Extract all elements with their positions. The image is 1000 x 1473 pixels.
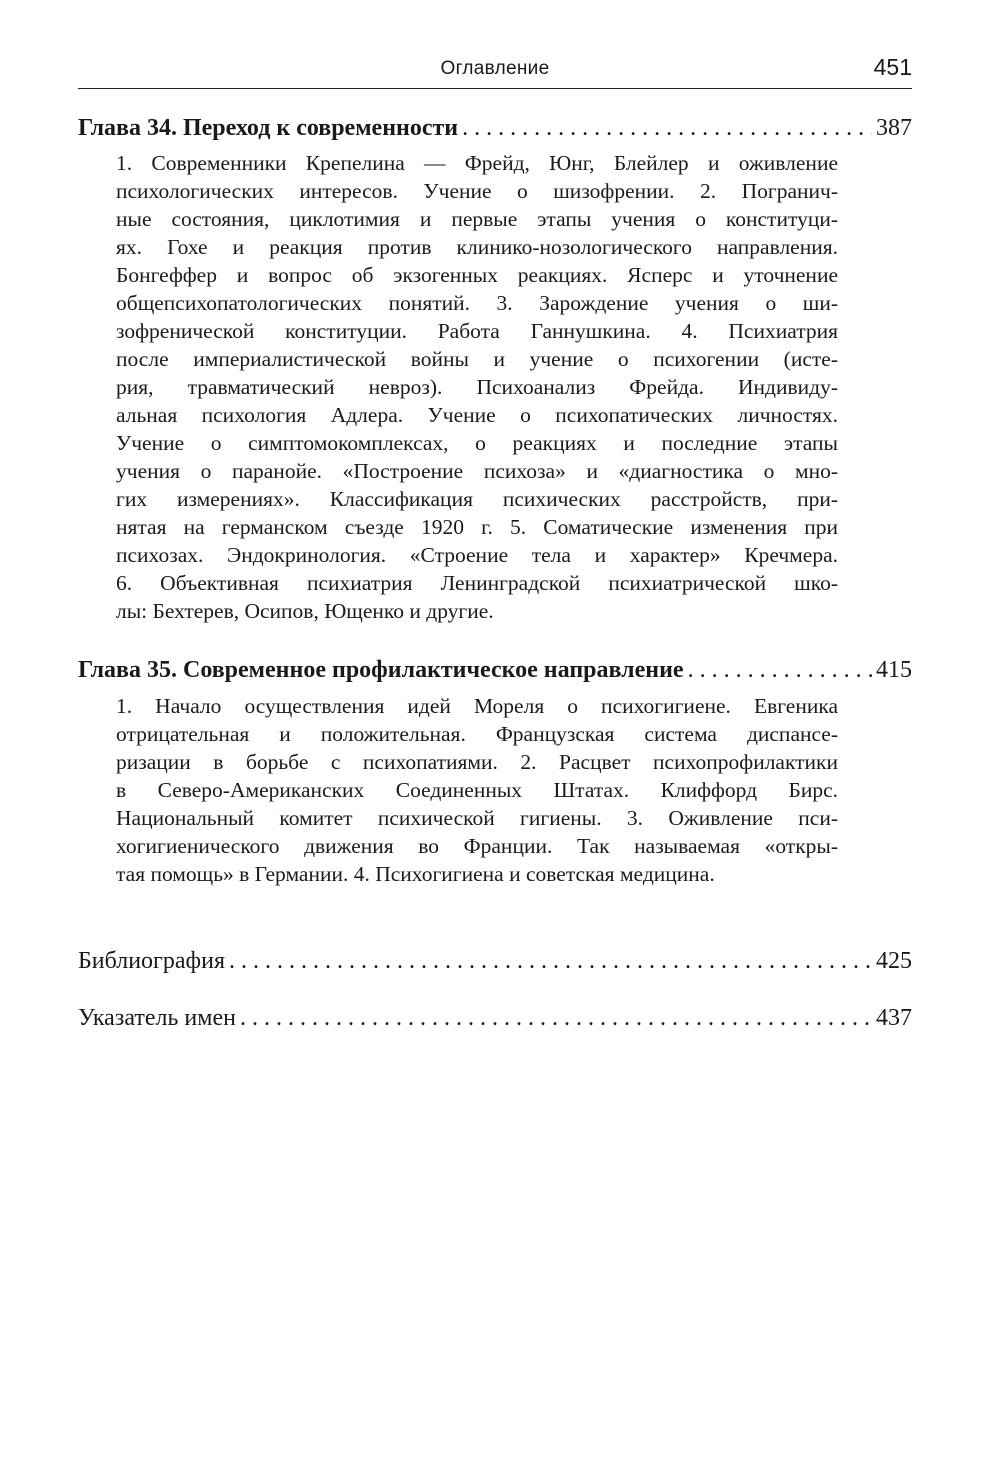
summary-line: Учение о симптомокомплексах, о реакциях и последние этапы [116, 431, 838, 455]
toc-entry-bibliography[interactable] [78, 946, 912, 976]
summary-line: рия, травматический невроз). Психоанализ Фрейда. Индивиду- [116, 375, 838, 399]
summary-line: в Северо-Американских Соединенных Штатах. Клиффорд Бирс. [116, 778, 838, 802]
leader-dots [229, 946, 872, 976]
leader-dots [240, 1003, 872, 1033]
summary-line: ях. Гохе и реакция против клинико-нозологического направления. [116, 235, 838, 259]
summary-line: гих измерениях». Классификация психических расстройств, при- [116, 487, 838, 511]
leader-dots [688, 655, 872, 685]
summary-line: ризации в борьбе с психопатиями. 2. Расцвет психопрофилактики [116, 750, 838, 774]
summary-line: тая помощь» в Германии. 4. Психогигиена и советская медицина. [116, 862, 715, 886]
summary-line: Бонгеффер и вопрос об экзогенных реакциях. Ясперс и уточнение [116, 263, 838, 287]
summary-line: 1. Начало осуществления идей Мореля о психогигиене. Евгеника [116, 694, 838, 718]
chapter-34-summary [116, 149, 838, 625]
summary-line: 6. Объективная психиатрия Ленинградской психиатрической шко- [116, 571, 838, 595]
summary-line: альная психология Адлера. Учение о психопатических личностях. [116, 403, 838, 427]
toc-heading: Глава 34. Переход к современности [78, 115, 459, 141]
summary-line: учения о паранойе. «Построение психоза» и «диагностика о мно- [116, 459, 838, 483]
toc-heading: Библиография [78, 948, 225, 974]
summary-line: Национальный комитет психической гигиены. 3. Оживление пси- [116, 806, 838, 830]
summary-line: нятая на германском съезде 1920 г. 5. Соматические изменения при [116, 515, 838, 539]
summary-line: зофренической конституции. Работа Ганнушкина. 4. Психиатрия [116, 319, 838, 343]
summary-line: 1. Современники Крепелина — Фрейд, Юнг, Блейлер и оживление [116, 151, 838, 175]
toc-entry-chapter-35[interactable] [78, 655, 912, 685]
toc-entry-name-index[interactable] [78, 1003, 912, 1033]
toc-page-number: 425 [876, 948, 912, 974]
summary-line: лы: Бехтерев, Осипов, Ющенко и другие. [116, 599, 494, 623]
summary-line: после империалистической войны и учение о психогении (исте- [116, 347, 838, 371]
summary-line: хогигиенического движения во Франции. Так называемая «откры- [116, 834, 838, 858]
toc-page-number: 437 [876, 1005, 912, 1031]
running-header-title: Оглавление [440, 58, 550, 79]
summary-line: общепсихопатологических понятий. 3. Зарождение учения о ши- [116, 291, 838, 315]
toc-page-number: 387 [876, 115, 912, 141]
chapter-35-summary [116, 692, 838, 888]
toc-page-number: 415 [876, 657, 912, 683]
leader-dots [462, 113, 872, 143]
toc-heading: Указатель имен [78, 1005, 236, 1031]
summary-line: психозах. Эндокринология. «Строение тела и характер» Кречмера. [116, 543, 838, 567]
running-header [78, 54, 912, 89]
toc-entry-chapter-34[interactable] [78, 113, 912, 143]
summary-line: ные состояния, циклотимия и первые этапы учения о конституци- [116, 207, 838, 231]
summary-line: психологических интересов. Учение о шизофрении. 2. Погранич- [116, 179, 838, 203]
summary-line: отрицательная и положительная. Французская система диспансе- [116, 722, 838, 746]
page-number: 451 [873, 54, 912, 80]
toc-heading: Глава 35. Современное профилактическое направление [78, 657, 684, 683]
